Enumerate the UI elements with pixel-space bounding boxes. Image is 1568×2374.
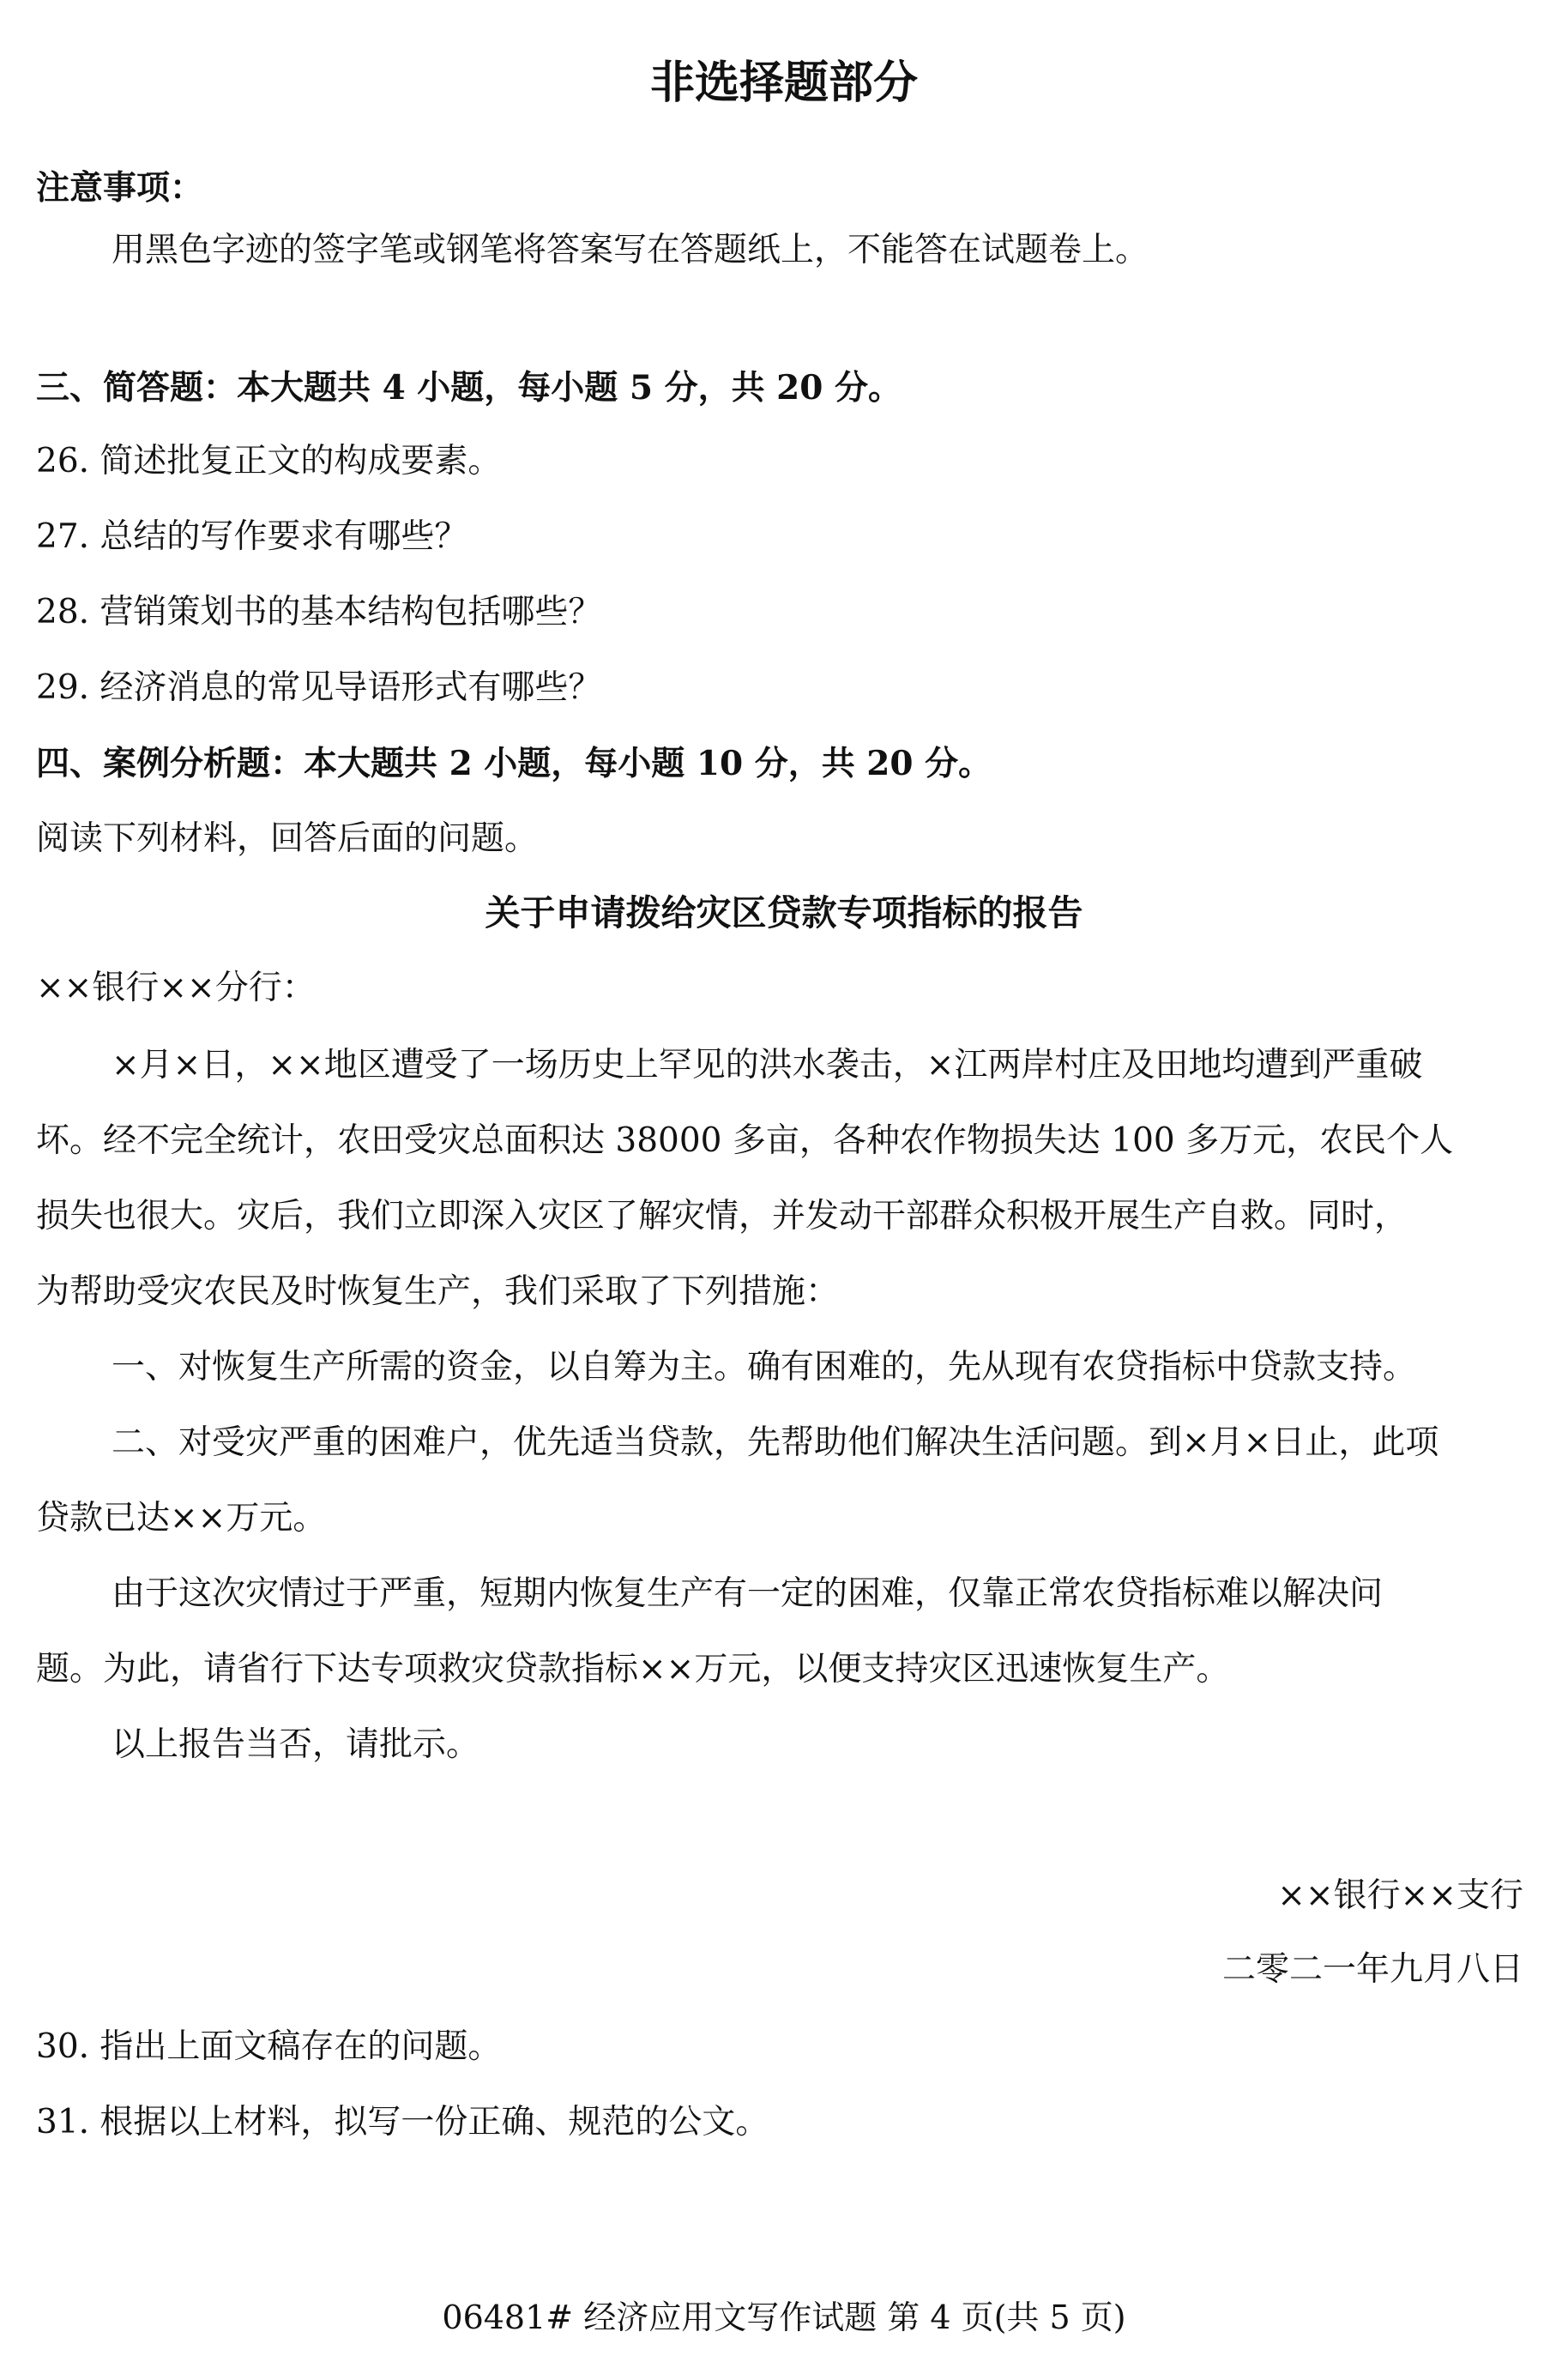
report-line: ×月×日，××地区遭受了一场历史上罕见的洪水袭击，×江两岸村庄及田地均遭到严重破 (112, 1046, 1423, 1084)
question-30: 30. 指出上面文稿存在的问题。 (36, 2027, 502, 2066)
report-line: 坏。经不完全统计，农田受灾总面积达 38000 多亩，各种农作物损失达 100 多万元，农民个人 (36, 1121, 1454, 1160)
report-line: 贷款已达××万元。 (36, 1499, 327, 1537)
report-line: 二、对受灾严重的困难户，优先适当贷款，先帮助他们解决生活问题。到×月×日止，此项 (112, 1423, 1439, 1462)
report-signature: ××银行××支行 (1277, 1876, 1523, 1915)
page-title: 非选择题部分 (649, 57, 918, 109)
report-line: 一、对恢复生产所需的资金，以自筹为主。确有困难的，先从现有农贷指标中贷款支持。 (112, 1348, 1417, 1386)
report-title: 关于申请拨给灾区贷款专项指标的报告 (485, 892, 1083, 933)
section3-heading: 三、简答题：本大题共 4 小题，每小题 5 分，共 20 分。 (36, 368, 902, 408)
question-28: 28. 营销策划书的基本结构包括哪些？ (36, 593, 602, 631)
report-line: 损失也很大。灾后，我们立即深入灾区了解灾情，并发动干部群众积极开展生产自救。同时， (36, 1197, 1408, 1235)
report-line: 以上报告当否，请批示。 (112, 1725, 480, 1764)
report-line: 题。为此，请省行下达专项救灾贷款指标××万元，以便支持灾区迅速恢复生产。 (36, 1650, 1230, 1688)
notice-label: 注意事项： (36, 169, 204, 208)
question-29: 29. 经济消息的常见导语形式有哪些？ (36, 668, 602, 707)
report-date: 二零二一年九月八日 (1221, 1950, 1523, 1989)
notice-text: 用黑色字迹的签字笔或钢笔将答案写在答题纸上，不能答在试题卷上。 (112, 231, 1149, 269)
section4-instruction: 阅读下列材料，回答后面的问题。 (36, 819, 539, 858)
question-26: 26. 简述批复正文的构成要素。 (36, 442, 502, 480)
question-27: 27. 总结的写作要求有哪些？ (36, 517, 468, 556)
report-addressee: ××银行××分行： (36, 969, 316, 1007)
report-line: 由于这次灾情过于严重，短期内恢复生产有一定的困难，仅靠正常农贷指标难以解决问 (112, 1574, 1384, 1613)
page-footer: 06481# 经济应用文写作试题 第 4 页(共 5 页) (442, 2298, 1126, 2336)
section4-heading: 四、案例分析题：本大题共 2 小题，每小题 10 分，共 20 分。 (36, 744, 992, 783)
report-line: 为帮助受灾农民及时恢复生产，我们采取了下列措施： (36, 1272, 840, 1311)
question-31: 31. 根据以上材料，拟写一份正确、规范的公文。 (36, 2103, 769, 2141)
